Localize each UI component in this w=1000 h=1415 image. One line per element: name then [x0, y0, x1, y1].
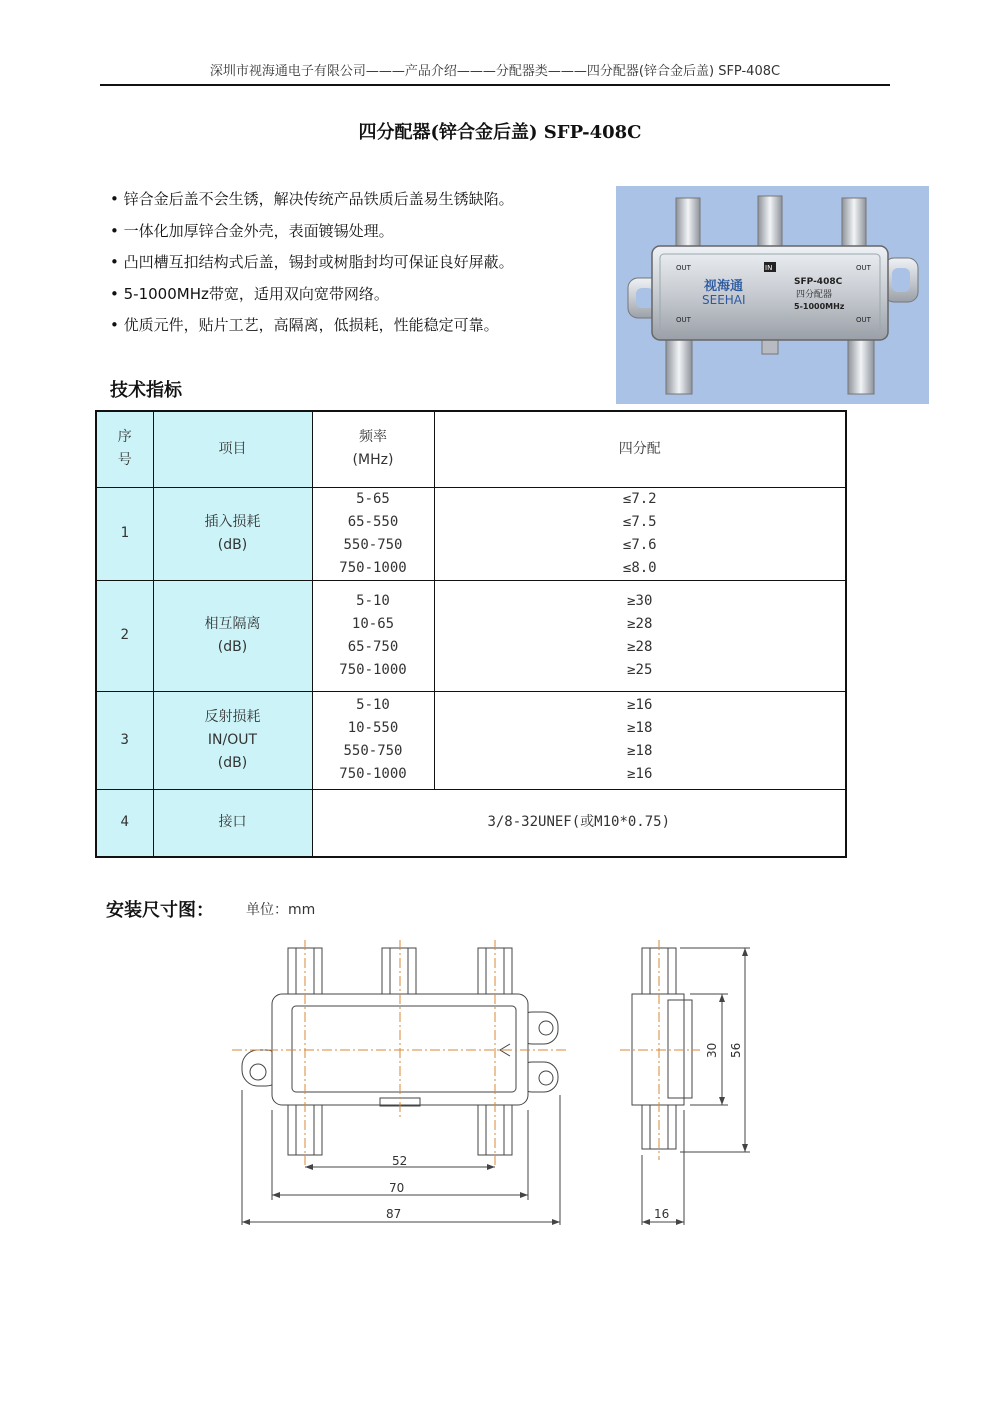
feature-item: • 一体化加厚锌合金外壳，表面镀锡处理。: [110, 221, 394, 240]
row-values: ≥16 ≥18 ≥18 ≥16: [434, 691, 846, 789]
header-index: 序 号: [96, 411, 153, 487]
feature-item: • 优质元件，贴片工艺，高隔离，低损耗，性能稳定可靠。: [110, 316, 499, 334]
install-section-title: 安装尺寸图：: [106, 900, 214, 921]
brand-cn: 视海通: [704, 279, 744, 294]
name-label: 四分配器: [796, 290, 833, 300]
row-item: 接口: [153, 789, 312, 857]
table-row: [96, 691, 846, 789]
row-index: 3: [96, 691, 153, 789]
row-index: 2: [96, 580, 153, 691]
feature-item: • 5-1000MHz带宽，适用双向宽带网络。: [110, 284, 389, 303]
header-freq: 频率 (MHz): [312, 411, 434, 487]
dim-label-52: 52: [392, 1154, 408, 1168]
feature-list: [110, 184, 610, 342]
row-freqs: 5-10 10-550 550-750 750-1000: [312, 691, 434, 789]
spec-section-title: 技术指标: [110, 380, 182, 401]
interface-value: 3/8-32UNEF(或M10*0.75): [312, 789, 846, 857]
table-row: [96, 580, 846, 691]
port-label: IN: [765, 264, 773, 272]
brand-en: SEEHAI: [702, 293, 746, 307]
page-header: 深圳市视海通电子有限公司———产品介绍———分配器类———四分配器(锌合金后盖) SFP-408C: [209, 64, 781, 79]
port-label: OUT: [856, 264, 871, 272]
row-item: 相互隔离 (dB): [153, 580, 312, 691]
header-divider: [100, 84, 890, 86]
page-title: 四分配器(锌合金后盖) SFP-408C: [358, 122, 642, 143]
feature-item: • 锌合金后盖不会生锈，解决传统产品铁质后盖易生锈缺陷。: [110, 190, 514, 208]
product-photo: [616, 186, 929, 404]
port-label: OUT: [676, 264, 691, 272]
row-values: ≥30 ≥28 ≥28 ≥25: [434, 580, 846, 691]
dim-label-16: 16: [654, 1207, 670, 1221]
row-item: 插入损耗 (dB): [153, 487, 312, 580]
header-item: 项目: [153, 411, 312, 487]
model-label: SFP-408C: [794, 277, 843, 287]
dim-label-87: 87: [386, 1207, 402, 1221]
feature-item: • 凸凹槽互扣结构式后盖，锡封或树脂封均可保证良好屏蔽。: [110, 253, 514, 271]
table-header-row: [96, 411, 846, 487]
row-item: 反射损耗 IN/OUT (dB): [153, 691, 312, 789]
dim-label-30: 30: [705, 1042, 719, 1058]
row-index: 1: [96, 487, 153, 580]
table-row: [96, 487, 846, 580]
spec-table: [95, 410, 847, 858]
header-value: 四分配: [434, 411, 846, 487]
dim-label-56: 56: [729, 1042, 743, 1058]
band-label: 5-1000MHz: [794, 302, 845, 311]
table-row-interface: [96, 789, 846, 857]
row-freqs: 5-10 10-65 65-750 750-1000: [312, 580, 434, 691]
row-index: 4: [96, 789, 153, 857]
row-values: ≤7.2 ≤7.5 ≤7.6 ≤8.0: [434, 487, 846, 580]
dimension-drawing: [220, 935, 780, 1225]
unit-label: 单位：mm: [246, 902, 316, 918]
port-label: OUT: [676, 316, 691, 324]
dim-label-70: 70: [389, 1181, 405, 1195]
port-label: OUT: [856, 316, 871, 324]
row-freqs: 5-65 65-550 550-750 750-1000: [312, 487, 434, 580]
